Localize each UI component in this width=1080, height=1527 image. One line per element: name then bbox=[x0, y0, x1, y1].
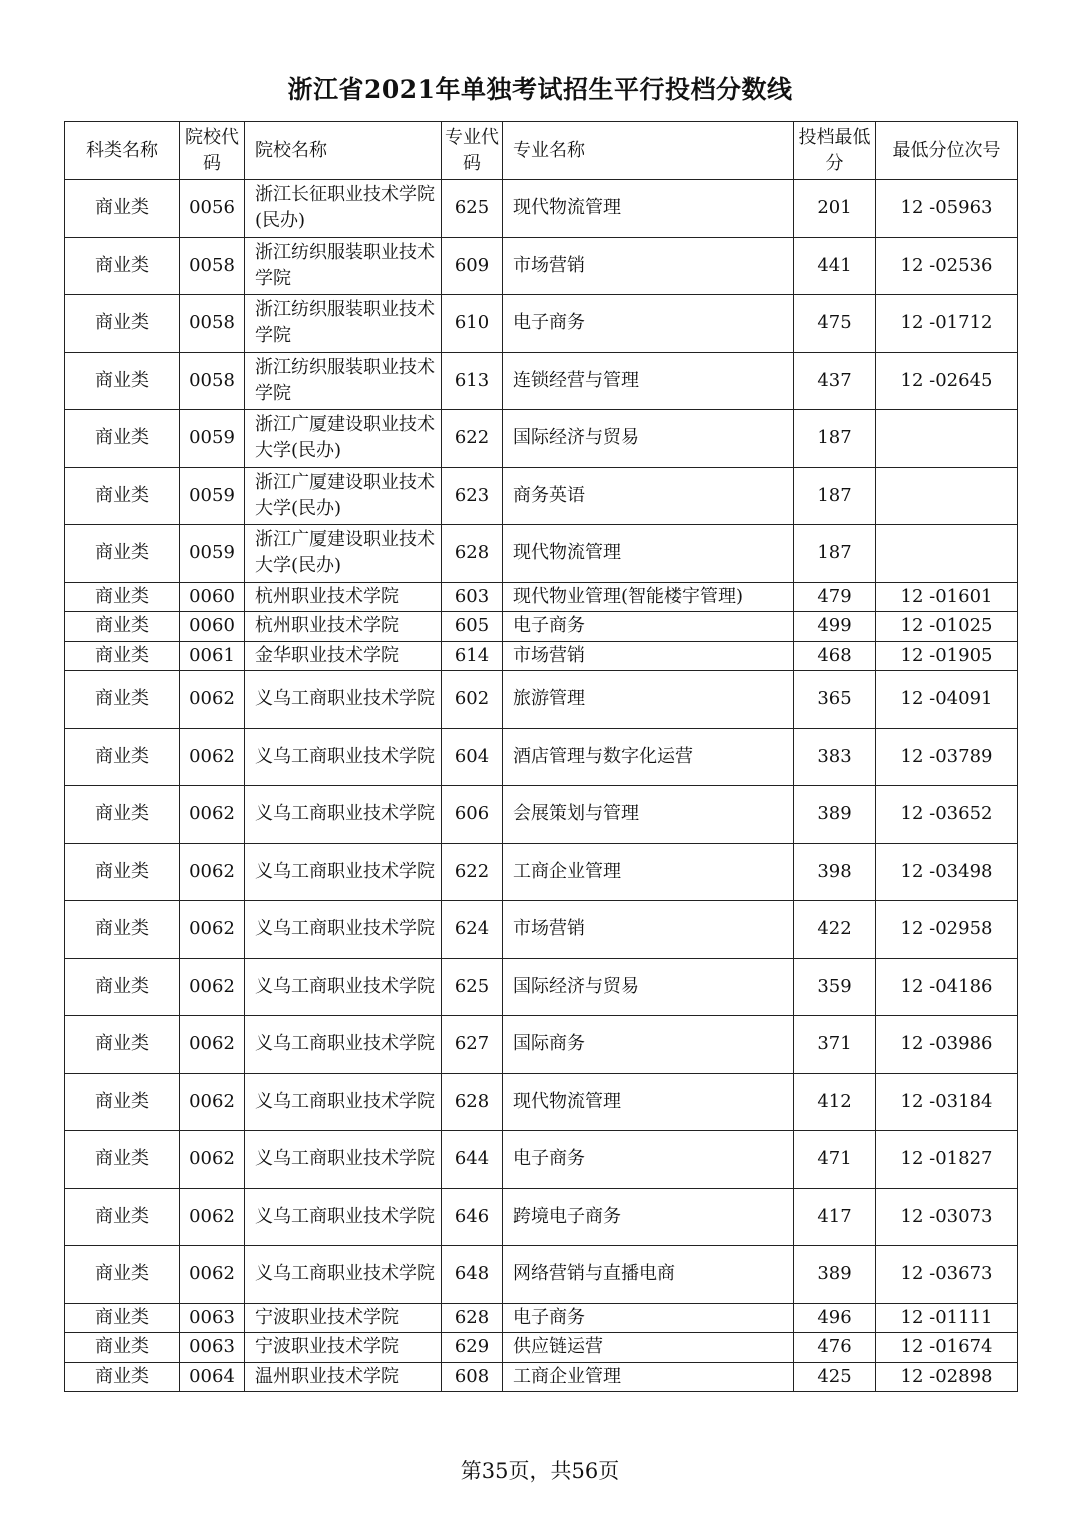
cell-school-name: 宁波职业技术学院 bbox=[245, 1303, 442, 1333]
cell-category: 商业类 bbox=[65, 525, 180, 583]
cell-min-score: 359 bbox=[794, 958, 876, 1016]
cell-min-rank: 12 -01905 bbox=[876, 641, 1018, 671]
cell-major-name: 跨境电子商务 bbox=[503, 1188, 794, 1246]
cell-major-name: 会展策划与管理 bbox=[503, 786, 794, 844]
cell-min-rank: 12 -04186 bbox=[876, 958, 1018, 1016]
cell-major-name: 电子商务 bbox=[503, 612, 794, 642]
cell-major-code: 624 bbox=[442, 901, 503, 959]
cell-school-name: 义乌工商职业技术学院 bbox=[245, 901, 442, 959]
cell-min-score: 475 bbox=[794, 295, 876, 353]
cell-school-code: 0061 bbox=[180, 641, 245, 671]
cell-min-rank: 12 -01674 bbox=[876, 1333, 1018, 1363]
cell-category: 商业类 bbox=[65, 728, 180, 786]
cell-min-score: 422 bbox=[794, 901, 876, 959]
header-school-name: 院校名称 bbox=[245, 122, 442, 180]
cell-min-rank: 12 -03652 bbox=[876, 786, 1018, 844]
cell-min-score: 412 bbox=[794, 1073, 876, 1131]
cell-category: 商业类 bbox=[65, 786, 180, 844]
table-row bbox=[65, 641, 1018, 671]
cell-school-code: 0062 bbox=[180, 843, 245, 901]
table-row bbox=[65, 843, 1018, 901]
header-school-code: 院校代码 bbox=[180, 122, 245, 180]
cell-min-rank: 12 -01827 bbox=[876, 1131, 1018, 1189]
cell-category: 商业类 bbox=[65, 237, 180, 295]
cell-min-score: 201 bbox=[794, 180, 876, 238]
cell-major-code: 608 bbox=[442, 1362, 503, 1392]
cell-school-code: 0062 bbox=[180, 1188, 245, 1246]
table-row bbox=[65, 467, 1018, 525]
cell-min-score: 499 bbox=[794, 612, 876, 642]
cell-min-rank: 12 -01025 bbox=[876, 612, 1018, 642]
cell-major-code: 602 bbox=[442, 671, 503, 729]
table-row bbox=[65, 671, 1018, 729]
table-row bbox=[65, 410, 1018, 468]
cell-school-code: 0062 bbox=[180, 958, 245, 1016]
cell-school-code: 0059 bbox=[180, 410, 245, 468]
cell-category: 商业类 bbox=[65, 1362, 180, 1392]
cell-school-name: 义乌工商职业技术学院 bbox=[245, 958, 442, 1016]
cell-category: 商业类 bbox=[65, 901, 180, 959]
cell-school-code: 0060 bbox=[180, 582, 245, 612]
cell-min-score: 371 bbox=[794, 1016, 876, 1074]
cell-school-code: 0062 bbox=[180, 901, 245, 959]
table-row bbox=[65, 1073, 1018, 1131]
cell-major-name: 市场营销 bbox=[503, 901, 794, 959]
table-row bbox=[65, 1016, 1018, 1074]
cell-major-code: 609 bbox=[442, 237, 503, 295]
table-row bbox=[65, 612, 1018, 642]
header-major-code: 专业代码 bbox=[442, 122, 503, 180]
cell-school-code: 0059 bbox=[180, 525, 245, 583]
cell-major-code: 623 bbox=[442, 467, 503, 525]
table-row bbox=[65, 237, 1018, 295]
cell-min-rank: 12 -02536 bbox=[876, 237, 1018, 295]
cell-school-code: 0064 bbox=[180, 1362, 245, 1392]
table-row bbox=[65, 1362, 1018, 1392]
cell-major-name: 连锁经营与管理 bbox=[503, 352, 794, 410]
cell-major-name: 旅游管理 bbox=[503, 671, 794, 729]
cell-major-name: 电子商务 bbox=[503, 1303, 794, 1333]
cell-school-name: 义乌工商职业技术学院 bbox=[245, 1246, 442, 1304]
cell-school-code: 0062 bbox=[180, 728, 245, 786]
table-row bbox=[65, 352, 1018, 410]
cell-school-code: 0058 bbox=[180, 237, 245, 295]
cell-min-score: 383 bbox=[794, 728, 876, 786]
cell-major-name: 现代物流管理 bbox=[503, 525, 794, 583]
cell-category: 商业类 bbox=[65, 1188, 180, 1246]
cell-min-rank: 12 -01111 bbox=[876, 1303, 1018, 1333]
cell-major-code: 625 bbox=[442, 958, 503, 1016]
cell-major-code: 628 bbox=[442, 1073, 503, 1131]
cell-major-name: 现代物流管理 bbox=[503, 180, 794, 238]
cell-min-score: 389 bbox=[794, 786, 876, 844]
table-row bbox=[65, 1333, 1018, 1363]
cell-school-name: 浙江广厦建设职业技术大学(民办) bbox=[245, 525, 442, 583]
cell-school-code: 0058 bbox=[180, 295, 245, 353]
cell-min-rank: 12 -03184 bbox=[876, 1073, 1018, 1131]
cell-min-score: 365 bbox=[794, 671, 876, 729]
cell-school-name: 义乌工商职业技术学院 bbox=[245, 843, 442, 901]
cell-school-name: 温州职业技术学院 bbox=[245, 1362, 442, 1392]
table-row bbox=[65, 295, 1018, 353]
cell-school-name: 宁波职业技术学院 bbox=[245, 1333, 442, 1363]
cell-category: 商业类 bbox=[65, 1073, 180, 1131]
cell-major-code: 646 bbox=[442, 1188, 503, 1246]
page-footer: 第35页，共56页 bbox=[460, 1459, 620, 1483]
cell-category: 商业类 bbox=[65, 1016, 180, 1074]
cell-category: 商业类 bbox=[65, 958, 180, 1016]
cell-major-name: 酒店管理与数字化运营 bbox=[503, 728, 794, 786]
cell-category: 商业类 bbox=[65, 1246, 180, 1304]
cell-school-name: 义乌工商职业技术学院 bbox=[245, 671, 442, 729]
cell-school-code: 0058 bbox=[180, 352, 245, 410]
table-row bbox=[65, 728, 1018, 786]
table-row bbox=[65, 180, 1018, 238]
cell-major-name: 网络营销与直播电商 bbox=[503, 1246, 794, 1304]
cell-major-name: 工商企业管理 bbox=[503, 843, 794, 901]
cell-major-code: 628 bbox=[442, 525, 503, 583]
cell-school-code: 0062 bbox=[180, 1016, 245, 1074]
cell-min-rank: 12 -05963 bbox=[876, 180, 1018, 238]
cell-min-score: 476 bbox=[794, 1333, 876, 1363]
cell-min-rank: 12 -01601 bbox=[876, 582, 1018, 612]
cell-major-name: 供应链运营 bbox=[503, 1333, 794, 1363]
cell-min-score: 441 bbox=[794, 237, 876, 295]
table-row bbox=[65, 1303, 1018, 1333]
cell-min-score: 479 bbox=[794, 582, 876, 612]
cell-min-rank: 12 -04091 bbox=[876, 671, 1018, 729]
cell-school-name: 义乌工商职业技术学院 bbox=[245, 1016, 442, 1074]
cell-major-code: 629 bbox=[442, 1333, 503, 1363]
cell-school-name: 金华职业技术学院 bbox=[245, 641, 442, 671]
cell-school-name: 浙江纺织服装职业技术学院 bbox=[245, 237, 442, 295]
cell-min-score: 471 bbox=[794, 1131, 876, 1189]
cell-category: 商业类 bbox=[65, 671, 180, 729]
cell-major-code: 606 bbox=[442, 786, 503, 844]
cell-school-name: 义乌工商职业技术学院 bbox=[245, 1131, 442, 1189]
cell-min-rank: 12 -03073 bbox=[876, 1188, 1018, 1246]
cell-major-code: 628 bbox=[442, 1303, 503, 1333]
cell-min-score: 468 bbox=[794, 641, 876, 671]
cell-school-code: 0062 bbox=[180, 1131, 245, 1189]
cell-category: 商业类 bbox=[65, 1303, 180, 1333]
cell-major-name: 市场营销 bbox=[503, 641, 794, 671]
cell-school-name: 义乌工商职业技术学院 bbox=[245, 1188, 442, 1246]
cell-min-score: 425 bbox=[794, 1362, 876, 1392]
cell-category: 商业类 bbox=[65, 410, 180, 468]
cell-major-name: 国际经济与贸易 bbox=[503, 958, 794, 1016]
cell-school-name: 义乌工商职业技术学院 bbox=[245, 786, 442, 844]
cell-major-code: 603 bbox=[442, 582, 503, 612]
cell-category: 商业类 bbox=[65, 467, 180, 525]
cell-school-code: 0062 bbox=[180, 1246, 245, 1304]
cell-major-code: 605 bbox=[442, 612, 503, 642]
table-row bbox=[65, 958, 1018, 1016]
cell-min-score: 417 bbox=[794, 1188, 876, 1246]
cell-school-code: 0062 bbox=[180, 786, 245, 844]
cell-min-rank: 12 -03789 bbox=[876, 728, 1018, 786]
cell-min-rank bbox=[876, 525, 1018, 583]
table-row bbox=[65, 1246, 1018, 1304]
cell-major-name: 电子商务 bbox=[503, 295, 794, 353]
header-min-rank: 最低分位次号 bbox=[876, 122, 1018, 180]
cell-school-name: 杭州职业技术学院 bbox=[245, 582, 442, 612]
cell-major-name: 国际经济与贸易 bbox=[503, 410, 794, 468]
cell-school-name: 浙江纺织服装职业技术学院 bbox=[245, 295, 442, 353]
cell-major-code: 613 bbox=[442, 352, 503, 410]
cell-major-name: 现代物业管理(智能楼宇管理) bbox=[503, 582, 794, 612]
cell-major-code: 627 bbox=[442, 1016, 503, 1074]
cell-category: 商业类 bbox=[65, 295, 180, 353]
cell-min-score: 187 bbox=[794, 525, 876, 583]
cell-school-name: 浙江广厦建设职业技术大学(民办) bbox=[245, 467, 442, 525]
page-title: 浙江省2021年单独考试招生平行投档分数线 bbox=[287, 75, 793, 104]
cell-major-code: 648 bbox=[442, 1246, 503, 1304]
cell-min-rank bbox=[876, 410, 1018, 468]
cell-major-code: 614 bbox=[442, 641, 503, 671]
cell-category: 商业类 bbox=[65, 180, 180, 238]
cell-major-code: 604 bbox=[442, 728, 503, 786]
header-major-name: 专业名称 bbox=[503, 122, 794, 180]
cell-school-code: 0063 bbox=[180, 1333, 245, 1363]
cell-school-name: 浙江广厦建设职业技术大学(民办) bbox=[245, 410, 442, 468]
cell-min-rank: 12 -02898 bbox=[876, 1362, 1018, 1392]
cell-category: 商业类 bbox=[65, 1333, 180, 1363]
table-row bbox=[65, 1131, 1018, 1189]
cell-school-code: 0063 bbox=[180, 1303, 245, 1333]
cell-school-code: 0059 bbox=[180, 467, 245, 525]
cell-min-score: 496 bbox=[794, 1303, 876, 1333]
table-body bbox=[65, 180, 1018, 1392]
cell-min-score: 398 bbox=[794, 843, 876, 901]
cell-major-code: 625 bbox=[442, 180, 503, 238]
cell-min-score: 437 bbox=[794, 352, 876, 410]
cell-school-name: 义乌工商职业技术学院 bbox=[245, 728, 442, 786]
cell-major-name: 国际商务 bbox=[503, 1016, 794, 1074]
cell-min-rank: 12 -03673 bbox=[876, 1246, 1018, 1304]
cell-school-name: 义乌工商职业技术学院 bbox=[245, 1073, 442, 1131]
header-category: 科类名称 bbox=[65, 122, 180, 180]
table-header-row bbox=[65, 122, 1018, 180]
cell-category: 商业类 bbox=[65, 1131, 180, 1189]
cell-min-rank: 12 -03986 bbox=[876, 1016, 1018, 1074]
cell-min-rank: 12 -02958 bbox=[876, 901, 1018, 959]
score-table bbox=[64, 121, 1018, 1392]
cell-school-name: 杭州职业技术学院 bbox=[245, 612, 442, 642]
table-row bbox=[65, 582, 1018, 612]
cell-major-code: 622 bbox=[442, 410, 503, 468]
cell-major-name: 商务英语 bbox=[503, 467, 794, 525]
cell-category: 商业类 bbox=[65, 641, 180, 671]
cell-min-score: 389 bbox=[794, 1246, 876, 1304]
cell-min-score: 187 bbox=[794, 467, 876, 525]
cell-major-code: 644 bbox=[442, 1131, 503, 1189]
cell-category: 商业类 bbox=[65, 582, 180, 612]
cell-min-rank: 12 -03498 bbox=[876, 843, 1018, 901]
cell-school-name: 浙江纺织服装职业技术学院 bbox=[245, 352, 442, 410]
cell-category: 商业类 bbox=[65, 612, 180, 642]
table-row bbox=[65, 901, 1018, 959]
header-min-score: 投档最低分 bbox=[794, 122, 876, 180]
cell-major-code: 610 bbox=[442, 295, 503, 353]
cell-school-code: 0062 bbox=[180, 1073, 245, 1131]
cell-min-rank bbox=[876, 467, 1018, 525]
cell-category: 商业类 bbox=[65, 352, 180, 410]
cell-school-code: 0056 bbox=[180, 180, 245, 238]
cell-major-name: 工商企业管理 bbox=[503, 1362, 794, 1392]
cell-school-name: 浙江长征职业技术学院(民办) bbox=[245, 180, 442, 238]
cell-min-rank: 12 -01712 bbox=[876, 295, 1018, 353]
table-row bbox=[65, 786, 1018, 844]
table-row bbox=[65, 1188, 1018, 1246]
cell-major-code: 622 bbox=[442, 843, 503, 901]
cell-min-score: 187 bbox=[794, 410, 876, 468]
cell-school-code: 0060 bbox=[180, 612, 245, 642]
cell-major-name: 电子商务 bbox=[503, 1131, 794, 1189]
cell-min-rank: 12 -02645 bbox=[876, 352, 1018, 410]
cell-major-name: 现代物流管理 bbox=[503, 1073, 794, 1131]
cell-category: 商业类 bbox=[65, 843, 180, 901]
table-row bbox=[65, 525, 1018, 583]
cell-school-code: 0062 bbox=[180, 671, 245, 729]
cell-major-name: 市场营销 bbox=[503, 237, 794, 295]
